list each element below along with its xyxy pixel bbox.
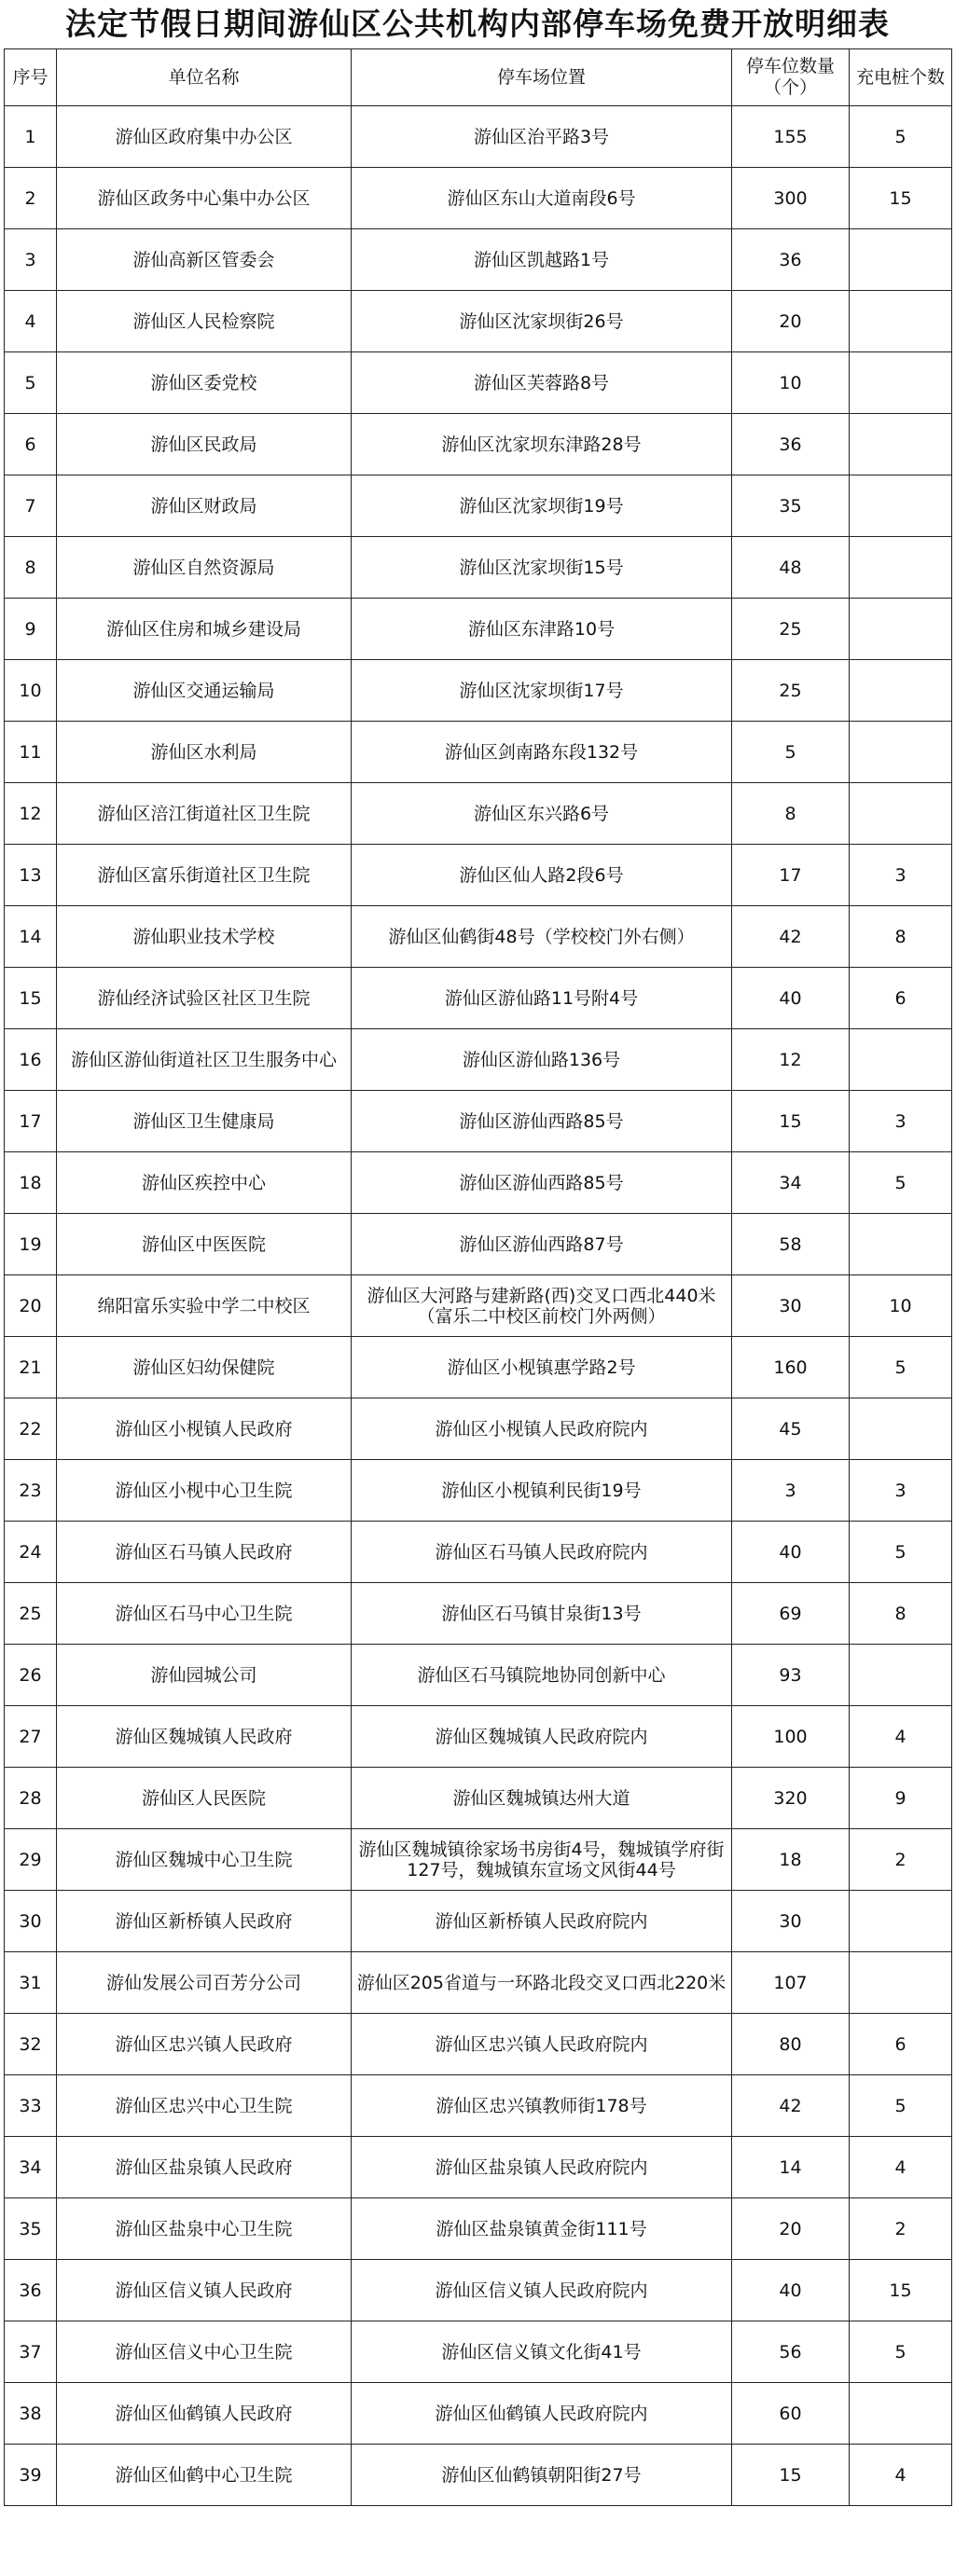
cell-seq: 24 [5,1522,57,1583]
cell-space-count: 40 [732,968,850,1029]
cell-location: 游仙区石马镇人民政府院内 [352,1522,732,1583]
cell-unit-name: 游仙区人民检察院 [57,291,352,352]
cell-space-count: 155 [732,106,850,168]
table-row [5,352,952,414]
cell-space-count: 25 [732,660,850,722]
cell-seq: 37 [5,2321,57,2383]
cell-location: 游仙区新桥镇人民政府院内 [352,1891,732,1952]
cell-location: 游仙区凯越路1号 [352,229,732,291]
header-row [5,49,952,106]
cell-unit-name: 游仙园城公司 [57,1645,352,1706]
cell-location: 游仙区游仙西路87号 [352,1214,732,1275]
cell-unit-name: 游仙区石马镇人民政府 [57,1522,352,1583]
cell-seq: 9 [5,599,57,660]
cell-space-count: 80 [732,2014,850,2075]
cell-charger-count [850,352,952,414]
table-row [5,1152,952,1214]
cell-seq: 22 [5,1398,57,1460]
table-row [5,2075,952,2137]
table-row [5,1768,952,1829]
cell-unit-name: 游仙区政府集中办公区 [57,106,352,168]
cell-location: 游仙区仙鹤镇人民政府院内 [352,2383,732,2445]
cell-charger-count [850,1645,952,1706]
table-row [5,106,952,168]
cell-location: 游仙区魏城镇徐家场书房街4号，魏城镇学府街127号，魏城镇东宣场文风街44号 [352,1829,732,1891]
cell-unit-name: 绵阳富乐实验中学二中校区 [57,1275,352,1337]
cell-charger-count: 15 [850,2260,952,2321]
cell-space-count: 93 [732,1645,850,1706]
cell-location: 游仙区魏城镇达州大道 [352,1768,732,1829]
cell-unit-name: 游仙区游仙街道社区卫生服务中心 [57,1029,352,1091]
cell-space-count: 12 [732,1029,850,1091]
cell-seq: 6 [5,414,57,475]
cell-charger-count [850,722,952,783]
cell-space-count: 69 [732,1583,850,1645]
cell-seq: 17 [5,1091,57,1152]
cell-charger-count: 8 [850,1583,952,1645]
cell-location: 游仙区沈家坝街26号 [352,291,732,352]
cell-location: 游仙区游仙西路85号 [352,1152,732,1214]
table-row [5,1214,952,1275]
cell-charger-count: 6 [850,968,952,1029]
cell-space-count: 5 [732,722,850,783]
cell-space-count: 320 [732,1768,850,1829]
cell-unit-name: 游仙区仙鹤镇人民政府 [57,2383,352,2445]
cell-unit-name: 游仙区仙鹤中心卫生院 [57,2445,352,2506]
table-row [5,2383,952,2445]
cell-location: 游仙区沈家坝街15号 [352,537,732,599]
cell-unit-name: 游仙区信义中心卫生院 [57,2321,352,2383]
cell-space-count: 58 [732,1214,850,1275]
cell-charger-count: 5 [850,106,952,168]
cell-charger-count: 5 [850,1337,952,1398]
cell-space-count: 160 [732,1337,850,1398]
table-row [5,2198,952,2260]
cell-unit-name: 游仙区涪江街道社区卫生院 [57,783,352,845]
cell-space-count: 35 [732,475,850,537]
cell-location: 游仙区大河路与建新路(西)交叉口西北440米（富乐二中校区前校门外两侧） [352,1275,732,1337]
cell-space-count: 18 [732,1829,850,1891]
cell-space-count: 40 [732,1522,850,1583]
cell-charger-count: 3 [850,1460,952,1522]
cell-unit-name: 游仙区妇幼保健院 [57,1337,352,1398]
cell-charger-count: 5 [850,2075,952,2137]
cell-charger-count: 4 [850,1706,952,1768]
cell-location: 游仙区仙鹤街48号（学校校门外右侧） [352,906,732,968]
cell-charger-count [850,2383,952,2445]
cell-location: 游仙区小枧镇利民街19号 [352,1460,732,1522]
cell-seq: 39 [5,2445,57,2506]
cell-unit-name: 游仙区魏城镇人民政府 [57,1706,352,1768]
cell-charger-count: 3 [850,845,952,906]
table-row [5,1706,952,1768]
cell-space-count: 300 [732,168,850,229]
cell-space-count: 25 [732,599,850,660]
header-count: 停车位数量（个） [732,49,850,106]
cell-unit-name: 游仙区中医医院 [57,1214,352,1275]
table-row [5,2137,952,2198]
cell-seq: 1 [5,106,57,168]
cell-charger-count: 5 [850,2321,952,2383]
cell-unit-name: 游仙区财政局 [57,475,352,537]
cell-space-count: 20 [732,2198,850,2260]
cell-charger-count [850,291,952,352]
table-row [5,1029,952,1091]
table-row [5,1645,952,1706]
cell-seq: 15 [5,968,57,1029]
cell-charger-count: 2 [850,2198,952,2260]
cell-charger-count [850,1029,952,1091]
cell-charger-count [850,537,952,599]
cell-location: 游仙区忠兴镇教师街178号 [352,2075,732,2137]
table-row [5,1337,952,1398]
table-row [5,660,952,722]
cell-charger-count: 6 [850,2014,952,2075]
cell-charger-count: 10 [850,1275,952,1337]
cell-location: 游仙区盐泉镇黄金街111号 [352,2198,732,2260]
cell-space-count: 10 [732,352,850,414]
cell-space-count: 20 [732,291,850,352]
cell-seq: 20 [5,1275,57,1337]
cell-charger-count [850,1398,952,1460]
cell-seq: 13 [5,845,57,906]
cell-seq: 23 [5,1460,57,1522]
cell-seq: 29 [5,1829,57,1891]
cell-charger-count [850,783,952,845]
table-row [5,475,952,537]
cell-location: 游仙区信义镇人民政府院内 [352,2260,732,2321]
header-seq: 序号 [5,49,57,106]
cell-seq: 35 [5,2198,57,2260]
cell-charger-count: 15 [850,168,952,229]
header-unit: 单位名称 [57,49,352,106]
cell-unit-name: 游仙区信义镇人民政府 [57,2260,352,2321]
cell-seq: 26 [5,1645,57,1706]
cell-space-count: 42 [732,906,850,968]
document-title: 法定节假日期间游仙区公共机构内部停车场免费开放明细表 [65,6,890,42]
cell-unit-name: 游仙区富乐街道社区卫生院 [57,845,352,906]
table-body [5,106,952,2506]
table-row [5,2321,952,2383]
header-charger: 充电桩个数 [850,49,952,106]
cell-charger-count [850,475,952,537]
cell-location: 游仙区游仙西路85号 [352,1091,732,1152]
cell-space-count: 17 [732,845,850,906]
cell-space-count: 8 [732,783,850,845]
cell-unit-name: 游仙区住房和城乡建设局 [57,599,352,660]
cell-charger-count: 2 [850,1829,952,1891]
cell-space-count: 107 [732,1952,850,2014]
cell-location: 游仙区仙人路2段6号 [352,845,732,906]
cell-seq: 36 [5,2260,57,2321]
cell-location: 游仙区盐泉镇人民政府院内 [352,2137,732,2198]
cell-space-count: 15 [732,2445,850,2506]
table-row [5,1460,952,1522]
cell-charger-count [850,229,952,291]
cell-unit-name: 游仙经济试验区社区卫生院 [57,968,352,1029]
cell-charger-count: 9 [850,1768,952,1829]
cell-location: 游仙区忠兴镇人民政府院内 [352,2014,732,2075]
cell-charger-count [850,1891,952,1952]
cell-charger-count: 4 [850,2445,952,2506]
cell-location: 游仙区治平路3号 [352,106,732,168]
cell-location: 游仙区石马镇甘泉街13号 [352,1583,732,1645]
table-row [5,1398,952,1460]
cell-space-count: 36 [732,414,850,475]
cell-charger-count [850,1952,952,2014]
table-row [5,1829,952,1891]
cell-seq: 7 [5,475,57,537]
cell-unit-name: 游仙区小枧镇人民政府 [57,1398,352,1460]
cell-location: 游仙区小枧镇惠学路2号 [352,1337,732,1398]
table-row [5,906,952,968]
cell-location: 游仙区沈家坝东津路28号 [352,414,732,475]
cell-seq: 16 [5,1029,57,1091]
cell-space-count: 34 [732,1152,850,1214]
cell-space-count: 40 [732,2260,850,2321]
table-row [5,2014,952,2075]
cell-unit-name: 游仙高新区管委会 [57,229,352,291]
table-row [5,783,952,845]
cell-seq: 11 [5,722,57,783]
cell-unit-name: 游仙区石马中心卫生院 [57,1583,352,1645]
cell-charger-count [850,660,952,722]
table-row [5,1583,952,1645]
table-row [5,537,952,599]
cell-unit-name: 游仙区盐泉中心卫生院 [57,2198,352,2260]
table-row [5,1091,952,1152]
cell-unit-name: 游仙区新桥镇人民政府 [57,1891,352,1952]
cell-seq: 33 [5,2075,57,2137]
cell-charger-count [850,414,952,475]
cell-seq: 18 [5,1152,57,1214]
cell-unit-name: 游仙区小枧中心卫生院 [57,1460,352,1522]
cell-space-count: 48 [732,537,850,599]
cell-space-count: 100 [732,1706,850,1768]
cell-unit-name: 游仙区卫生健康局 [57,1091,352,1152]
cell-seq: 28 [5,1768,57,1829]
table-row [5,722,952,783]
cell-location: 游仙区东兴路6号 [352,783,732,845]
table-row [5,414,952,475]
cell-charger-count: 4 [850,2137,952,2198]
cell-charger-count: 8 [850,906,952,968]
cell-charger-count: 3 [850,1091,952,1152]
cell-space-count: 15 [732,1091,850,1152]
table-row [5,1891,952,1952]
cell-charger-count: 5 [850,1522,952,1583]
cell-location: 游仙区游仙路11号附4号 [352,968,732,1029]
cell-seq: 14 [5,906,57,968]
cell-charger-count [850,599,952,660]
table-row [5,168,952,229]
cell-space-count: 30 [732,1275,850,1337]
cell-location: 游仙区芙蓉路8号 [352,352,732,414]
cell-seq: 4 [5,291,57,352]
cell-unit-name: 游仙区魏城中心卫生院 [57,1829,352,1891]
table-row [5,599,952,660]
cell-location: 游仙区魏城镇人民政府院内 [352,1706,732,1768]
cell-charger-count: 5 [850,1152,952,1214]
cell-location: 游仙区东山大道南段6号 [352,168,732,229]
cell-space-count: 60 [732,2383,850,2445]
table-row [5,845,952,906]
cell-location: 游仙区石马镇院地协同创新中心 [352,1645,732,1706]
cell-seq: 27 [5,1706,57,1768]
cell-unit-name: 游仙区水利局 [57,722,352,783]
cell-unit-name: 游仙区忠兴中心卫生院 [57,2075,352,2137]
cell-seq: 21 [5,1337,57,1398]
cell-charger-count [850,1214,952,1275]
cell-seq: 30 [5,1891,57,1952]
cell-seq: 19 [5,1214,57,1275]
cell-seq: 2 [5,168,57,229]
cell-seq: 3 [5,229,57,291]
table-row [5,2445,952,2506]
cell-location: 游仙区小枧镇人民政府院内 [352,1398,732,1460]
cell-location: 游仙区205省道与一环路北段交叉口西北220米 [352,1952,732,2014]
cell-seq: 8 [5,537,57,599]
cell-space-count: 36 [732,229,850,291]
cell-space-count: 3 [732,1460,850,1522]
cell-unit-name: 游仙区忠兴镇人民政府 [57,2014,352,2075]
cell-unit-name: 游仙区民政局 [57,414,352,475]
cell-unit-name: 游仙区人民医院 [57,1768,352,1829]
cell-location: 游仙区东津路10号 [352,599,732,660]
cell-location: 游仙区沈家坝街17号 [352,660,732,722]
cell-seq: 25 [5,1583,57,1645]
cell-seq: 32 [5,2014,57,2075]
cell-seq: 34 [5,2137,57,2198]
table-row [5,1275,952,1337]
cell-location: 游仙区剑南路东段132号 [352,722,732,783]
cell-seq: 5 [5,352,57,414]
cell-unit-name: 游仙职业技术学校 [57,906,352,968]
table-row [5,1522,952,1583]
cell-space-count: 14 [732,2137,850,2198]
table-row [5,2260,952,2321]
cell-unit-name: 游仙区自然资源局 [57,537,352,599]
table-header [5,49,952,106]
cell-seq: 12 [5,783,57,845]
table-row [5,1952,952,2014]
cell-space-count: 56 [732,2321,850,2383]
cell-unit-name: 游仙区交通运输局 [57,660,352,722]
cell-seq: 31 [5,1952,57,2014]
cell-space-count: 30 [732,1891,850,1952]
table-row [5,968,952,1029]
table-row [5,291,952,352]
cell-location: 游仙区游仙路136号 [352,1029,732,1091]
header-location: 停车场位置 [352,49,732,106]
table-row [5,229,952,291]
cell-location: 游仙区沈家坝街19号 [352,475,732,537]
cell-location: 游仙区信义镇文化街41号 [352,2321,732,2383]
cell-seq: 38 [5,2383,57,2445]
parking-table [4,48,952,2506]
cell-space-count: 42 [732,2075,850,2137]
cell-seq: 10 [5,660,57,722]
cell-unit-name: 游仙区政务中心集中办公区 [57,168,352,229]
cell-space-count: 45 [732,1398,850,1460]
cell-location: 游仙区仙鹤镇朝阳街27号 [352,2445,732,2506]
cell-unit-name: 游仙区委党校 [57,352,352,414]
cell-unit-name: 游仙区盐泉镇人民政府 [57,2137,352,2198]
cell-unit-name: 游仙发展公司百芳分公司 [57,1952,352,2014]
cell-unit-name: 游仙区疾控中心 [57,1152,352,1214]
